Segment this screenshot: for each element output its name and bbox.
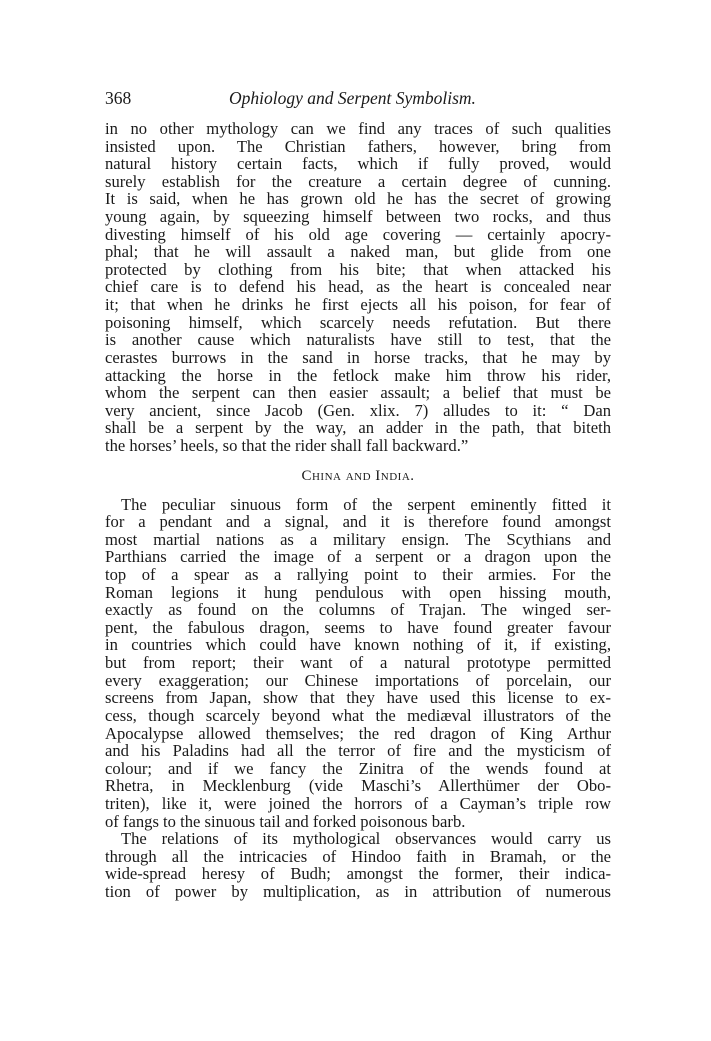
text-line: surely establish for the creature a certain degree of cunning.: [105, 171, 611, 191]
text-line: in countries which could have known nothing of it, if existing,: [105, 635, 611, 655]
text-line: attacking the horse in the fetlock make him throw his rider,: [105, 365, 611, 385]
text-line: every exaggeration; our Chinese importations of porcelain, our: [105, 670, 611, 690]
text-line: colour; and if we fancy the Zinitra of the wends found at: [105, 758, 611, 778]
text-line: the horses’ heels, so that the rider shall fall backward.”: [105, 435, 469, 455]
text-line: screens from Japan, show that they have used this license to ex-: [105, 688, 611, 708]
page-number: 368: [105, 88, 132, 108]
text-line: triten), like it, were joined the horrors of a Cayman’s triple row: [105, 793, 611, 813]
body-text: [105, 120, 611, 901]
text-line: it; that when he drinks he first ejects all his poison, for fear of: [105, 295, 611, 315]
text-line: divesting himself of his old age covering — certainly apocry-: [105, 224, 611, 244]
section-heading: China and India.: [301, 467, 415, 484]
text-line: natural history certain facts, which if fully proved, would: [105, 154, 611, 174]
text-line: It is said, when he has grown old he has the secret of growing: [105, 189, 611, 209]
text-line: pent, the fabulous dragon, seems to have found greater favour: [105, 617, 611, 637]
text-line: Parthians carried the image of a serpent or a dragon upon the: [105, 547, 611, 567]
text-line: top of a spear as a rallying point to their armies. For the: [105, 565, 611, 585]
page-header: [105, 86, 611, 110]
text-line: for a pendant and a signal, and it is therefore found amongst: [105, 512, 611, 532]
text-line: poisoning himself, which scarcely needs refutation. But there: [105, 312, 611, 332]
running-title: Ophiology and Serpent Symbolism.: [229, 88, 476, 108]
text-line: most martial nations as a military ensign. The Scythians and: [105, 529, 611, 549]
text-line: whom the serpent can then easier assault; a belief that must be: [105, 383, 611, 403]
paragraph-2: [105, 496, 611, 831]
text-line: of fangs to the sinuous tail and forked poisonous barb.: [105, 811, 466, 831]
text-line: very ancient, since Jacob (Gen. xlix. 7) alludes to it: “ Dan: [105, 400, 611, 420]
text-line: The peculiar sinuous form of the serpent eminently fitted it: [121, 494, 611, 514]
text-line: tion of power by multiplication, as in attribution of numerous: [105, 881, 611, 901]
text-line: shall be a serpent by the way, an adder in the path, that biteth: [105, 418, 611, 438]
text-line: in no other mythology can we find any traces of such qualities: [105, 119, 611, 138]
text-line: but from report; their want of a natural prototype permitted: [105, 653, 611, 673]
text-line: is another cause which naturalists have still to test, that the: [105, 330, 611, 350]
text-line: Apocalypse allowed themselves; the red dragon of King Arthur: [105, 723, 611, 743]
text-line: young again, by squeezing himself between two rocks, and thus: [105, 207, 611, 227]
text-line: Rhetra, in Mecklenburg (vide Maschi’s Allerthümer der Obo-: [105, 776, 611, 796]
text-line: phal; that he will assault a naked man, but glide from one: [105, 242, 611, 262]
text-line: exactly as found on the columns of Trajan. The winged ser-: [105, 600, 611, 620]
paragraph-3: [105, 830, 611, 900]
text-line: Roman legions it hung pendulous with open hissing mouth,: [105, 582, 611, 602]
text-line: through all the intricacies of Hindoo faith in Bramah, or the: [105, 846, 611, 866]
text-line: The relations of its mythological observances would carry us: [121, 829, 611, 849]
text-line: and his Paladins had all the terror of fire and the mysticism of: [105, 741, 611, 761]
text-line: insisted upon. The Christian fathers, however, bring from: [105, 136, 611, 156]
text-line: cess, though scarcely beyond what the mediæval illustrators of the: [105, 705, 611, 725]
text-line: wide-spread heresy of Budh; amongst the former, their indica-: [105, 864, 611, 884]
text-line: cerastes burrows in the sand in horse tracks, that he may by: [105, 347, 611, 367]
text-line: chief care is to defend his head, as the heart is concealed near: [105, 277, 611, 297]
text-line: protected by clothing from his bite; that when attacked his: [105, 259, 611, 279]
paragraph-1: [105, 120, 611, 455]
